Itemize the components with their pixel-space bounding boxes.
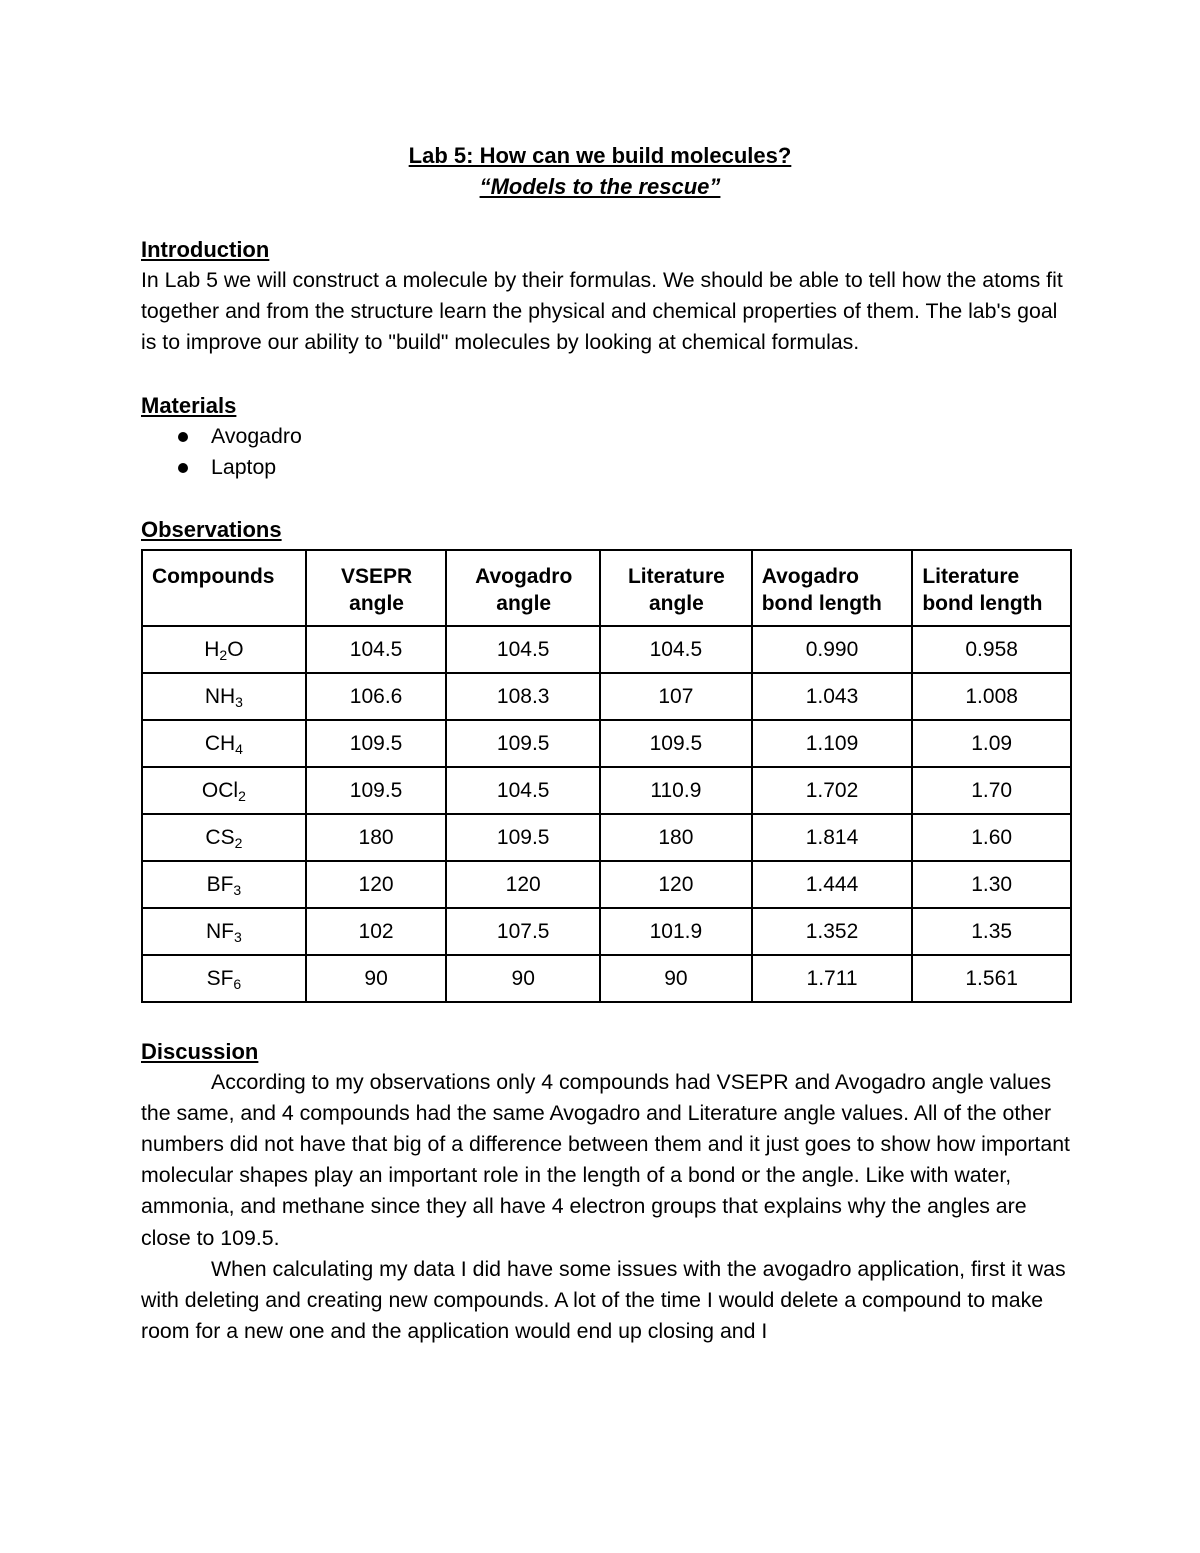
observations-heading: Observations xyxy=(141,516,282,542)
column-header: Literature angle xyxy=(600,550,752,626)
formula-base: CS xyxy=(205,825,235,849)
table-cell: 104.5 xyxy=(600,626,752,673)
table-cell: 110.9 xyxy=(600,767,752,814)
column-header: Literature bond length xyxy=(912,550,1071,626)
list-item xyxy=(141,421,1071,452)
table-row xyxy=(142,626,1071,673)
compound-cell xyxy=(142,814,306,861)
materials-list xyxy=(141,421,1071,483)
table-cell: 180 xyxy=(306,814,447,861)
table-row xyxy=(142,861,1071,908)
table-header-row xyxy=(142,550,1071,626)
table-cell: 90 xyxy=(306,955,447,1002)
material-label: Laptop xyxy=(211,454,277,479)
table-cell: 1.70 xyxy=(912,767,1071,814)
title-block xyxy=(0,140,1200,202)
page-title: Lab 5: How can we build molecules? xyxy=(408,143,792,168)
compound-cell xyxy=(142,908,306,955)
table-cell: 1.702 xyxy=(752,767,913,814)
discussion-heading: Discussion xyxy=(141,1038,259,1064)
table-cell: 90 xyxy=(600,955,752,1002)
table-cell: 1.561 xyxy=(912,955,1071,1002)
table-cell: 104.5 xyxy=(306,626,447,673)
table-row xyxy=(142,720,1071,767)
compound-cell xyxy=(142,955,306,1002)
discussion-text: According to my observations only 4 compounds had VSEPR and Avogadro angle values the same, and 4 compounds had the same Avogadro and Literature angle values. All of the other numbers did not have that big of a difference between them and it just goes to show how important molecular shapes play an important role in the length of a bond or the angle. Like with water, ammonia, and methane since they all have 4 electron groups that explains why the angles are close to 109.5. xyxy=(141,1069,1070,1250)
table-cell: 90 xyxy=(446,955,600,1002)
page-subtitle: “Models to the rescue” xyxy=(479,174,721,199)
formula-subscript: 3 xyxy=(234,928,242,945)
table-row xyxy=(142,767,1071,814)
discussion-text: When calculating my data I did have some issues with the avogadro application, first it was with deleting and creating new compounds. A lot of the time I would delete a compound to make room for a new one and the application would end up closing and I xyxy=(141,1256,1066,1344)
introduction-text: In Lab 5 we will construct a molecule by their formulas. We should be able to tell how the atoms fit together and from the structure learn the physical and chemical properties of them. The lab's goal is to improve our ability to "build" molecules by looking at chemical formulas. xyxy=(141,268,1063,355)
bullet-icon xyxy=(178,463,188,473)
formula-tail: O xyxy=(227,637,244,661)
table-cell: 1.043 xyxy=(752,673,913,720)
table-cell: 1.09 xyxy=(912,720,1071,767)
table-cell: 120 xyxy=(306,861,447,908)
table-cell: 106.6 xyxy=(306,673,447,720)
table-cell: 109.5 xyxy=(446,720,600,767)
table-cell: 120 xyxy=(446,861,600,908)
table-cell: 1.352 xyxy=(752,908,913,955)
formula-subscript: 3 xyxy=(233,881,242,898)
table-cell: 109.5 xyxy=(446,814,600,861)
formula-subscript: 4 xyxy=(235,740,243,757)
table-cell: 1.711 xyxy=(752,955,913,1002)
table-cell: 1.60 xyxy=(912,814,1071,861)
formula-base: NH xyxy=(204,684,236,708)
discussion-paragraph xyxy=(141,1067,1071,1254)
table-cell: 1.444 xyxy=(752,861,913,908)
table-row xyxy=(142,814,1071,861)
formula-subscript: 2 xyxy=(219,646,228,663)
document-body xyxy=(141,234,1071,1347)
compound-cell xyxy=(142,861,306,908)
table-cell: 180 xyxy=(600,814,752,861)
formula-subscript: 2 xyxy=(238,787,246,804)
table-cell: 108.3 xyxy=(446,673,600,720)
table-cell: 1.109 xyxy=(752,720,913,767)
table-row xyxy=(142,908,1071,955)
compound-cell xyxy=(142,720,306,767)
material-label: Avogadro xyxy=(211,423,302,448)
table-cell: 0.958 xyxy=(912,626,1071,673)
table-cell: 104.5 xyxy=(446,626,600,673)
discussion-paragraph xyxy=(141,1254,1071,1348)
table-cell: 107.5 xyxy=(446,908,600,955)
table-cell: 1.008 xyxy=(912,673,1071,720)
bullet-icon xyxy=(178,432,188,442)
compound-cell xyxy=(142,626,306,673)
table-cell: 120 xyxy=(600,861,752,908)
table-body xyxy=(142,626,1071,1002)
formula-subscript: 3 xyxy=(235,693,243,710)
compound-cell xyxy=(142,673,306,720)
formula-base: OCl xyxy=(201,778,239,802)
list-item xyxy=(141,452,1071,483)
column-header: Avogadro bond length xyxy=(752,550,913,626)
table-cell: 107 xyxy=(600,673,752,720)
formula-base: NF xyxy=(206,919,234,943)
table-cell: 1.30 xyxy=(912,861,1071,908)
formula-subscript: 2 xyxy=(234,834,243,851)
formula-base: SF xyxy=(206,966,234,990)
introduction-heading: Introduction xyxy=(141,237,270,262)
formula-base: BF xyxy=(206,872,234,896)
table-cell: 109.5 xyxy=(306,767,447,814)
table-cell: 0.990 xyxy=(752,626,913,673)
table-cell: 109.5 xyxy=(600,720,752,767)
column-header: Avogadro angle xyxy=(446,550,600,626)
formula-base: CH xyxy=(204,731,236,755)
column-header: VSEPR angle xyxy=(306,550,447,626)
table-cell: 102 xyxy=(306,908,447,955)
table-cell: 101.9 xyxy=(600,908,752,955)
formula-subscript: 6 xyxy=(233,975,242,992)
table-cell: 109.5 xyxy=(306,720,447,767)
table-row xyxy=(142,955,1071,1002)
compound-cell xyxy=(142,767,306,814)
observations-table xyxy=(141,549,1072,1003)
table-row xyxy=(142,673,1071,720)
table-cell: 1.814 xyxy=(752,814,913,861)
table-cell: 104.5 xyxy=(446,767,600,814)
materials-heading: Materials xyxy=(141,392,237,418)
table-cell: 1.35 xyxy=(912,908,1071,955)
formula-base: H xyxy=(204,637,220,661)
column-header: Compounds xyxy=(142,550,306,626)
